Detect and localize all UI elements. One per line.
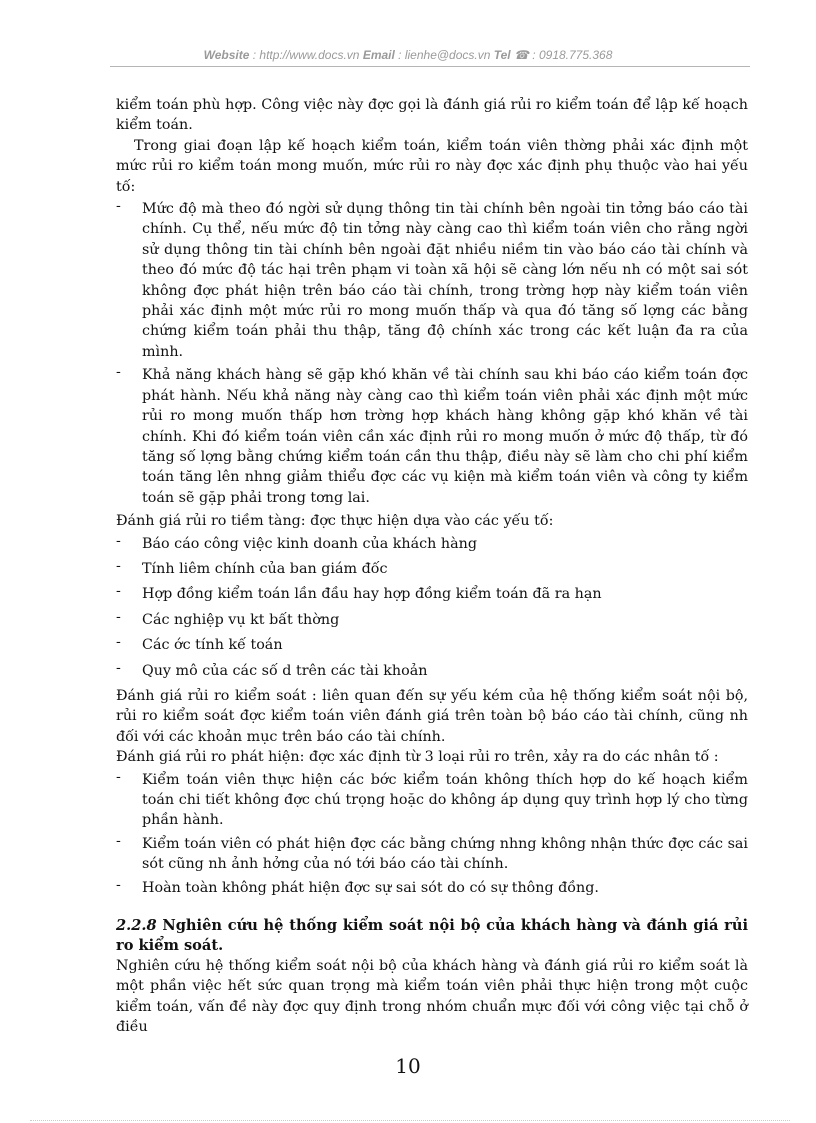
- bullet-dash: -: [116, 659, 121, 676]
- list-item: - Khả năng khách hàng sẽ gặp khó khăn về tài chính sau khi báo cáo kiểm toán đợc phát hành. Nếu khả năng này càng cao thì kiểm toán viên phải xác định một mức rủi ro mong muốn thấp hơn trờng hợp khách hàng không gặp khó khăn về tài chính. Khi đó kiểm toán viên cần xác định rủi ro mong muốn ở mức độ thấp, từ đó tăng số lợng bằng chứng kiểm toán cần thu thập, điều này sẽ làm cho chi phí kiểm toán tăng lên nhng giảm thiểu đợc các vụ kiện mà kiểm toán viên và công ty kiểm toán sẽ gặp phải trong tơng lai.: [116, 364, 748, 506]
- section-title: Nghiên cứu hệ thống kiểm soát nội bộ của khách hàng và đánh giá rủi ro kiểm soát.: [116, 917, 748, 955]
- bullet-dash: -: [116, 364, 121, 381]
- list-item: - Kiểm toán viên thực hiện các bớc kiểm toán không thích hợp do kế hoạch kiểm toán chi tiết không đợc chú trọng hoặc do không áp dụng quy trình hợp lý cho từng phần hành.: [116, 768, 748, 829]
- paragraph: kiểm toán phù hợp. Công việc này đợc gọi là đánh giá rủi ro kiểm toán để lập kế hoạch kiểm toán.: [116, 97, 748, 134]
- bullet-dash: -: [116, 198, 121, 215]
- bullet-dash: -: [116, 768, 121, 785]
- paragraph: Đánh giá rủi ro phát hiện: đợc xác định từ 3 loại rủi ro trên, xảy ra do các nhân tố :: [116, 749, 719, 766]
- tel-value: : 0918.775.368: [532, 48, 613, 62]
- paragraph: Trong giai đoạn lập kế hoạch kiểm toán, kiểm toán viên thờng phải xác định một mức rủi ro kiểm toán mong muốn, mức rủi ro này đợc xác định phụ thuộc vào hai yếu tố:: [116, 137, 748, 195]
- list-item: - Mức độ mà theo đó ngời sử dụng thông tin tài chính bên ngoài tin tởng báo cáo tài chính. Cụ thể, nếu mức độ tin tởng này càng cao thì kiểm toán viên cho rằng ngời sử dụng thông tin tài chính bên ngoài đặt nhiều niềm tin vào báo cáo tài chính và theo đó mức độ tác hại trên phạm vi toàn xã hội sẽ càng lớn nếu nh có một sai sót không đợc phát hiện trên báo cáo tài chính, trong trờng hợp này kiểm toán viên phải xác định một mức rủi ro mong muốn thấp và qua đó tăng số lợng các bằng chứng kiểm toán phải thu thập, tăng độ chính xác trong các kết luận đa ra của mình.: [116, 198, 748, 360]
- detection-risk-list: [116, 770, 748, 898]
- paragraph: Đánh giá rủi ro tiềm tàng: đợc thực hiện dựa vào các yếu tố:: [116, 513, 554, 530]
- list-item: - Hợp đồng kiểm toán lần đầu hay hợp đồng kiểm toán đã ra hạn: [116, 583, 602, 603]
- paragraph: Nghiên cứu hệ thống kiểm soát nội bộ của khách hàng và đánh giá rủi ro kiểm soát là một phần việc hết sức quan trọng mà kiểm toán viên phải thực hiện trong một cuộc kiểm toán, vấn đề này đợc quy định trong nhóm chuẩn mực đối với công việc tại chỗ ở điều: [116, 958, 748, 1036]
- page-number: 10: [395, 1054, 421, 1078]
- list-item: - Báo cáo công việc kinh doanh của khách hàng: [116, 532, 478, 552]
- section-heading: [116, 916, 748, 956]
- bullet-dash: -: [116, 557, 121, 574]
- footer-divider: [30, 1120, 790, 1121]
- inherent-risk-list: [116, 534, 748, 681]
- email-label: Email: [362, 48, 395, 62]
- bullet-dash: -: [116, 608, 121, 625]
- list-item: - Các ớc tính kế toán: [116, 634, 283, 654]
- header-divider: [110, 66, 750, 67]
- email-value: : lienhe@docs.vn: [398, 48, 491, 62]
- bullet-dash: -: [116, 876, 121, 893]
- bullet-dash: -: [116, 634, 121, 651]
- document-body: [116, 95, 748, 1038]
- list-item: - Các nghiệp vụ kt bất thờng: [116, 608, 340, 628]
- website-value: : http://www.docs.vn: [252, 48, 360, 62]
- section-number: 2.2.8: [116, 917, 157, 935]
- paragraph: Đánh giá rủi ro kiểm soát : liên quan đến sự yếu kém của hệ thống kiểm soát nội bộ, rủi ro kiểm soát đợc kiểm toán viên đánh giá trên toàn bộ báo cáo tài chính, cũng nh đối với các khoản mục trên báo cáo tài chính.: [116, 687, 748, 745]
- bullet-dash: -: [116, 832, 121, 849]
- list-item: - Quy mô của các số d trên các tài khoản: [116, 659, 428, 679]
- list-item: - Kiểm toán viên có phát hiện đợc các bằng chứng nhng không nhận thức đợc các sai sót cũng nh ảnh hởng của nó tới báo cáo tài chính.: [116, 832, 748, 873]
- list-item: - Tính liêm chính của ban giám đốc: [116, 557, 388, 577]
- website-label: Website: [203, 48, 250, 62]
- list-item: - Hoàn toàn không phát hiện đợc sự sai sót do có sự thông đồng.: [116, 876, 599, 896]
- page-header: [0, 48, 816, 62]
- phone-icon: ☎: [514, 48, 529, 62]
- tel-label: Tel: [493, 48, 511, 62]
- factor-list: [116, 199, 748, 508]
- bullet-dash: -: [116, 583, 121, 600]
- bullet-dash: -: [116, 532, 121, 549]
